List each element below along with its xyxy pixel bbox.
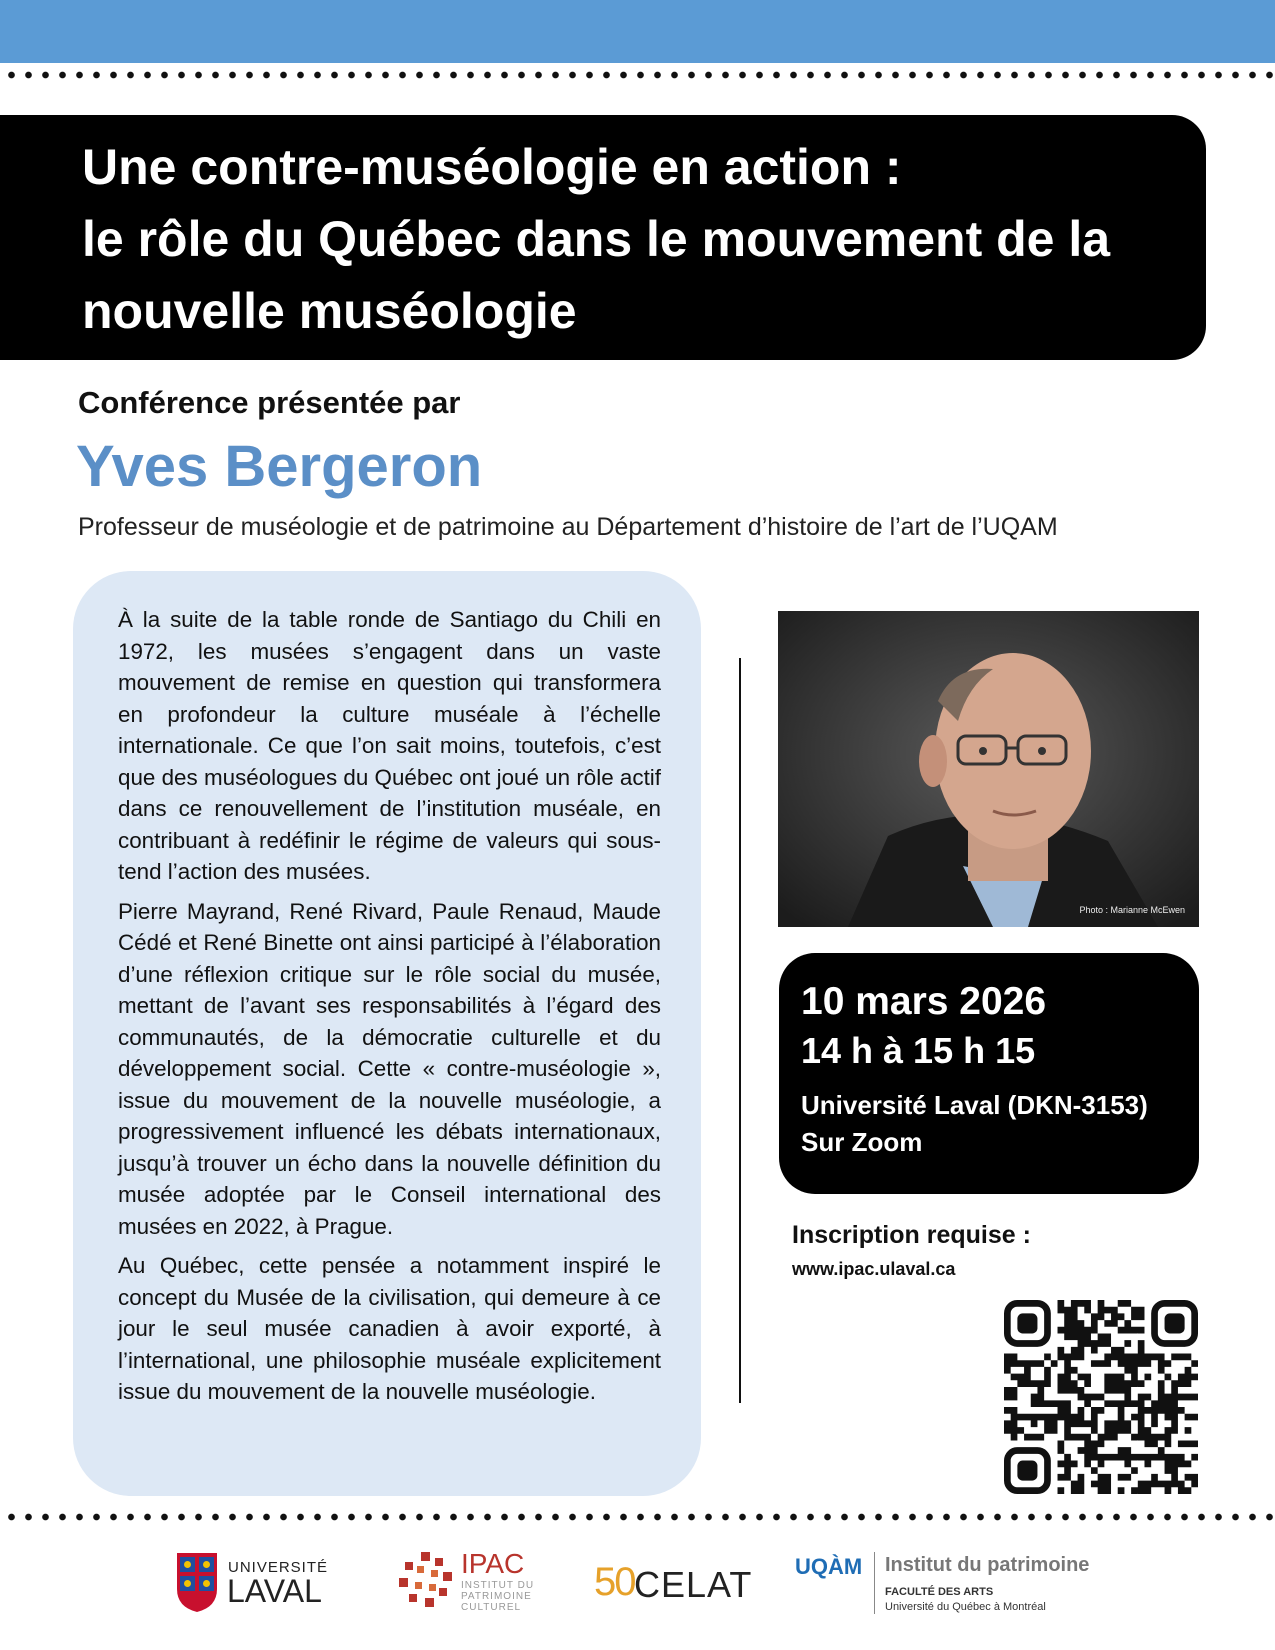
abstract-paragraph-3: Au Québec, cette pensée a notamment inspiré le concept du Musée de la civilisation, qui demeure à ce jour le seul musée canadien à avoir exporté, à l’international, une philosophie muséale explicitement issue du mouvement de la nouvelle muséologie. [118,1253,661,1404]
uqam-university: Université du Québec à Montréal [885,1601,1046,1613]
uqam-acronym: UQÀM [795,1554,863,1579]
celat-logo [594,1558,753,1608]
abstract-paragraph-1: À la suite de la table ronde de Santiago du Chili en 1972, les musées s’engagent dans un vaste mouvement de remise en question qui transformera en profondeur la culture muséale à l’échelle internationale. Ce que l’on sait moins, toutefois, c’est que des muséologues du Québec ont joué un rôle actif dans ce renouvellement de l’institution muséale, en contribuant à redéfinir le régime de valeurs qui sous-tend l’action des musées. [118,607,661,884]
uqam-faculty: FACULTÉ DES ARTS [885,1586,994,1598]
photo-credit: Photo : Marianne McEwen [1079,905,1185,915]
top-blue-band [0,0,1275,63]
bottom-dotted-divider [0,1511,1275,1523]
event-time: 14 h à 15 h 15 [801,1030,1036,1071]
event-place: Université Laval (DKN-3153) [801,1090,1148,1120]
ulaval-line2: LAVAL [227,1573,322,1609]
title-line-3: nouvelle muséologie [82,283,577,339]
title-line-1: Une contre-muséologie en action : [82,139,902,195]
abstract-paragraph-2: Pierre Mayrand, René Rivard, Paule Renaud, Maude Cédé et René Binette ont ainsi participé à l’élaboration d’une réflexion critique sur le rôle social du musée, mettant de l’avant ses responsabilités à l’égard des communautés, de la démocratie culturelle et du développement social. Cette « contre-muséologie », issue du mouvement de la nouvelle muséologie, a progressivement influencé les débats internationaux, jusqu’à trouver un écho dans la nouvelle définition du musée adoptée par le Conseil international des musées en 2022, à Prague. [118,898,661,1239]
event-details-box [779,953,1199,1194]
title-banner [0,115,1206,360]
ulaval-crest-icon [175,1551,219,1613]
ipac-line3: CULTUREL [461,1602,522,1613]
uqam-separator [874,1552,875,1614]
ipac-line2: PATRIMOINE [461,1591,532,1602]
top-dotted-divider [0,69,1275,81]
vertical-divider [739,658,741,1403]
ulaval-line1: UNIVERSITÉ [228,1559,329,1576]
presenter-intro: Conférence présentée par [78,385,461,420]
ulaval-logo [175,1551,329,1613]
ipac-mosaic-icon [395,1550,457,1612]
celat-anniversary: 50 [594,1560,635,1604]
speaker-photo [778,611,1199,927]
registration-label: Inscription requise : [792,1221,1031,1249]
registration-link[interactable]: www.ipac.ulaval.ca [792,1259,956,1279]
ipac-acronym: IPAC [461,1548,525,1579]
ipac-line1: INSTITUT DU [461,1580,535,1591]
event-format: Sur Zoom [801,1127,923,1157]
abstract-panel [73,571,701,1496]
ipac-logo [395,1546,535,1618]
event-date: 10 mars 2026 [801,980,1047,1023]
uqam-logo [795,1552,1115,1618]
celat-text: CELAT [634,1564,753,1605]
title-line-2: le rôle du Québec dans le mouvement de la [82,211,1111,267]
uqam-institute-title: Institut du patrimoine [885,1554,1090,1576]
speaker-role: Professeur de muséologie et de patrimoine au Département d’histoire de l’art de l’UQAM [78,513,1058,541]
qr-code[interactable] [1004,1300,1198,1494]
speaker-name: Yves Bergeron [76,434,483,499]
